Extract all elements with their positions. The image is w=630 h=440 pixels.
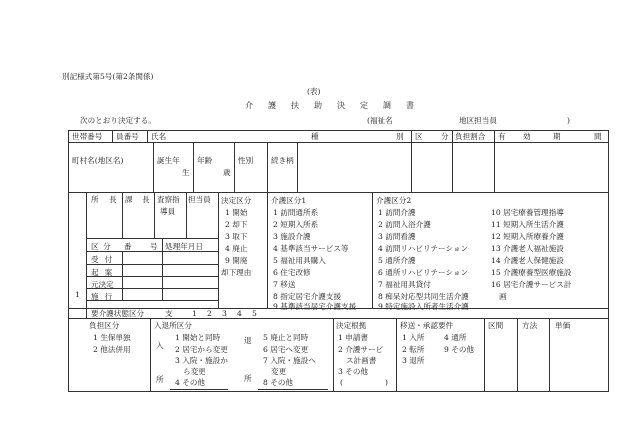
care2-right-10: 10 居宅療養管理指導 bbox=[491, 208, 564, 217]
care2-left-8: 8 痴呆対応型共同生活介護 bbox=[378, 292, 469, 301]
burden-item-1: 1 生保単独 bbox=[93, 333, 131, 342]
care1-item-8: 8 指定居宅介護支援 bbox=[273, 292, 341, 301]
front-side-mark: (表) bbox=[307, 87, 321, 96]
category-label: 区 bbox=[415, 132, 423, 141]
kubun-label-3: 番 bbox=[124, 242, 132, 251]
process-date-label: 処理年月日 bbox=[165, 242, 203, 251]
care2-right-14: 14 介護老人保健施設 bbox=[491, 256, 564, 265]
transfer-item-9: 9 その他 bbox=[444, 345, 475, 354]
decision-item-4: 4 廃止 bbox=[225, 244, 248, 253]
care2-right-15: 15 介護療養型医療施設 bbox=[491, 268, 572, 277]
basis-item-2-cont: ス計画書 bbox=[346, 356, 377, 365]
transfer-item-2: 2 転所 bbox=[402, 345, 425, 354]
row-original: 元決定 bbox=[91, 280, 114, 289]
care-level-support: 支 bbox=[165, 309, 173, 318]
care2-head: 介護区分2 bbox=[376, 196, 412, 205]
care1-item-9: 9 基準該当居宅介護支援 bbox=[273, 302, 357, 311]
caseworker-label: 地区担当員 bbox=[459, 116, 497, 125]
basis-item-3: 3 その他 bbox=[338, 367, 369, 376]
care-level-3: 3 bbox=[222, 309, 227, 318]
out-item-6: 6 居宅へ変更 bbox=[263, 345, 309, 354]
in-item-3-cont: ら変更 bbox=[183, 367, 206, 376]
in-item-1: 1 開始と同時 bbox=[175, 333, 221, 342]
transfer-item-4: 4 通所 bbox=[444, 333, 467, 342]
unit-price-label: 単価 bbox=[555, 321, 571, 330]
in-label-2: 所 bbox=[156, 375, 164, 384]
type-label-2: 別 bbox=[396, 132, 404, 141]
care1-item-4: 4 基準該当サービス等 bbox=[273, 244, 349, 253]
care-level-4: 4 bbox=[237, 309, 242, 318]
care-level-label: 要介護状態区分 bbox=[91, 309, 145, 318]
basis-item-1: 1 申請書 bbox=[338, 333, 369, 342]
relation-label: 続き柄 bbox=[271, 156, 294, 165]
document-title: 介護扶助決定調書 bbox=[245, 101, 429, 110]
care2-left-4: 4 訪問リハビリテーション bbox=[378, 244, 469, 253]
decision-head: 決定区分 bbox=[221, 196, 252, 205]
validity-label-1: 有 bbox=[498, 132, 506, 141]
approval-chief-2: 長 bbox=[109, 195, 117, 204]
care1-head: 介護区分1 bbox=[271, 196, 307, 205]
decision-item-3: 3 取下 bbox=[225, 232, 248, 241]
section-label: 区間 bbox=[488, 321, 504, 330]
sex-label: 性別 bbox=[238, 156, 254, 165]
method-label: 方法 bbox=[522, 321, 538, 330]
basis-head: 決定根拠 bbox=[336, 321, 367, 330]
category-label-2: 分 bbox=[441, 132, 449, 141]
intro-text: 次のとおり決定する。 bbox=[80, 116, 156, 125]
approval-section-1: 課 bbox=[125, 195, 133, 204]
validity-label-2: 効 bbox=[523, 132, 531, 141]
kubun-label-4: 号 bbox=[150, 242, 158, 251]
care2-left-6: 6 通所リハビリテーション bbox=[378, 268, 469, 277]
row-received: 受付 bbox=[91, 255, 119, 264]
welfare-office-label: (福祉名 bbox=[367, 116, 393, 125]
member-number-label: 員番号 bbox=[116, 132, 139, 141]
vertical-number: 1 bbox=[75, 290, 80, 299]
approval-staff: 担当員 bbox=[188, 195, 211, 204]
approval-inspector-1: 査察指 bbox=[157, 195, 180, 204]
basis-paren-open: ( bbox=[340, 378, 343, 387]
care2-right-16-cont: 画 bbox=[499, 292, 507, 301]
in-item-3: 3 入院・施設か bbox=[175, 356, 228, 365]
kubun-label-2: 分 bbox=[103, 242, 111, 251]
household-number-label: 世帯番号 bbox=[72, 132, 103, 141]
care1-item-1: 1 訪問通所系 bbox=[273, 208, 319, 217]
decision-item-1: 1 開始 bbox=[225, 208, 248, 217]
basis-item-2: 2 介護サービ bbox=[338, 345, 384, 354]
care-level-5: 5 bbox=[252, 309, 257, 318]
in-item-2: 2 居宅から変更 bbox=[175, 345, 228, 354]
name-label: 氏名 bbox=[151, 132, 167, 141]
care2-right-16: 16 居宅介護サービス計 bbox=[491, 280, 572, 289]
care2-left-7: 7 福祉用具貸付 bbox=[378, 280, 431, 289]
move-head: 入退所区分 bbox=[154, 321, 192, 330]
row-enforced: 施行 bbox=[91, 292, 119, 301]
care2-left-3: 3 訪問看護 bbox=[378, 232, 416, 241]
out-item-8: 8 その他 bbox=[263, 378, 294, 387]
burden-ratio-label: 負担割合 bbox=[455, 132, 486, 141]
approval-section-2: 長 bbox=[142, 195, 150, 204]
birth-label: 誕生年 bbox=[157, 156, 180, 165]
approval-inspector-2: 導員 bbox=[160, 207, 176, 216]
age-label: 年齢 bbox=[197, 156, 213, 165]
care-level-2: 2 bbox=[207, 309, 212, 318]
out-label: 退 bbox=[244, 336, 252, 345]
approval-chief-1: 所 bbox=[91, 195, 99, 204]
care1-item-5: 5 福祉用具購入 bbox=[273, 256, 326, 265]
out-item-7-cont: 変更 bbox=[271, 367, 287, 376]
care1-item-6: 6 住宅改修 bbox=[273, 268, 311, 277]
caseworker-close: ) bbox=[567, 116, 570, 125]
out-item-5: 5 廃止と同時 bbox=[263, 333, 309, 342]
validity-label-3: 期 bbox=[553, 132, 561, 141]
form-id: 別記様式第5号(第2条関係) bbox=[62, 72, 154, 81]
reject-reason-label: 却下理由 bbox=[221, 268, 252, 277]
care2-right-13: 13 介護老人福祉施設 bbox=[491, 244, 564, 253]
in-item-4: 4 その他 bbox=[175, 378, 206, 387]
kubun-label-1: 区 bbox=[91, 242, 99, 251]
decision-item-2: 2 却下 bbox=[225, 220, 248, 229]
row-drafted: 起案 bbox=[91, 268, 119, 277]
care1-item-3: 3 施設介護 bbox=[273, 232, 311, 241]
care-level-1: 1 bbox=[192, 309, 197, 318]
care2-right-12: 12 短期入所療養介護 bbox=[491, 232, 564, 241]
transfer-head: 移送・承認要件 bbox=[400, 321, 454, 330]
town-label: 町村名(地区名) bbox=[72, 156, 124, 165]
care2-left-2: 2 訪問入浴介護 bbox=[378, 220, 431, 229]
transfer-item-3: 3 退所 bbox=[402, 356, 425, 365]
decision-item-5: 9 開廃 bbox=[225, 256, 248, 265]
care2-right-11: 11 短期入所生活介護 bbox=[491, 220, 564, 229]
out-label-2: 所 bbox=[244, 374, 252, 383]
care2-left-1: 1 訪問介護 bbox=[378, 208, 416, 217]
validity-label-4: 間 bbox=[594, 132, 602, 141]
basis-paren-close: ) bbox=[385, 378, 388, 387]
in-label: 入 bbox=[156, 341, 164, 350]
care2-left-9: 9 特定施設入所者生活介護 bbox=[378, 302, 469, 311]
care1-item-7: 7 移送 bbox=[273, 280, 296, 289]
out-item-7: 7 入院・施設へ bbox=[263, 356, 316, 365]
transfer-item-1: 1 入所 bbox=[402, 333, 425, 342]
care1-item-2: 2 短期入所系 bbox=[273, 220, 319, 229]
age-suffix: 歳 bbox=[223, 168, 231, 177]
burden-item-2: 2 他法併用 bbox=[93, 345, 131, 354]
type-label: 種 bbox=[311, 132, 319, 141]
care2-left-5: 5 通所介護 bbox=[378, 256, 416, 265]
burden-head: 負担区分 bbox=[89, 321, 120, 330]
birth-suffix: 生 bbox=[182, 168, 190, 177]
